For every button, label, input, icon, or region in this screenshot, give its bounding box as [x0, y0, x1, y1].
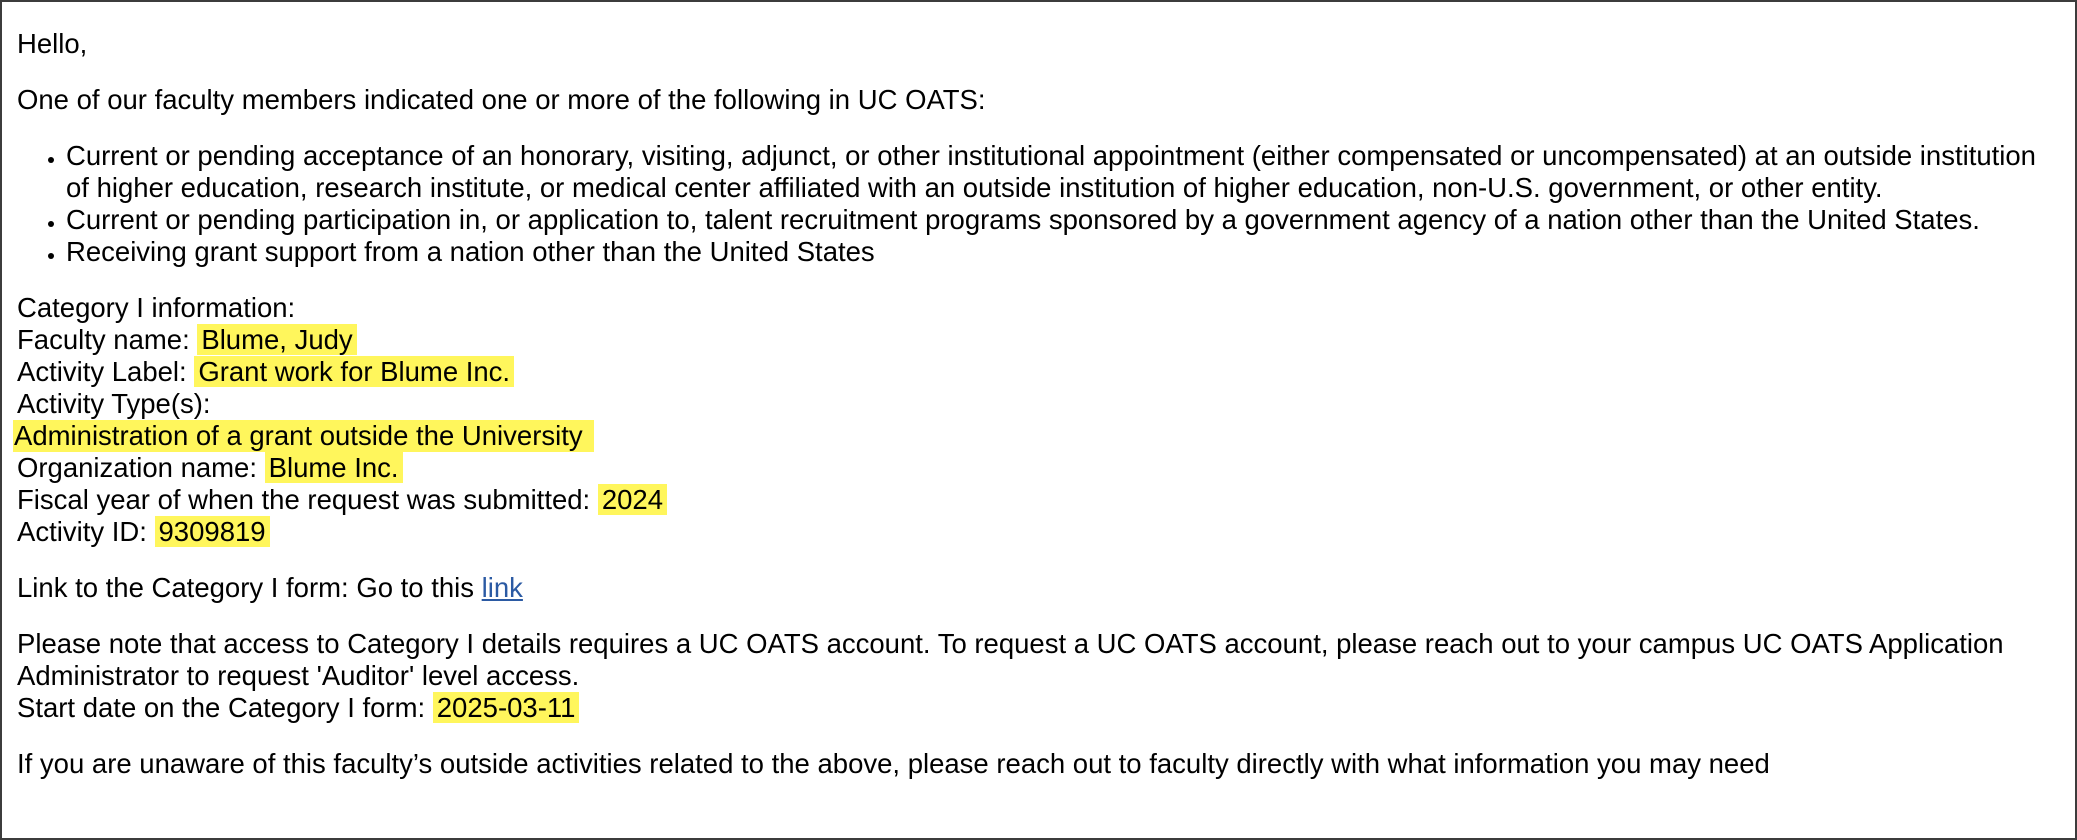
activity-id-label: Activity ID:	[17, 516, 147, 547]
form-link-prefix: Link to the Category I form: Go to this	[17, 572, 475, 603]
fiscal-year-value: 2024	[598, 484, 667, 515]
list-item: • Receiving grant support from a nation other than the United States	[66, 236, 2062, 268]
greeting: Hello,	[17, 28, 88, 59]
intro-text: One of our faculty members indicated one or more of the following in UC OATS:	[17, 84, 986, 115]
category-info-block	[14, 292, 2062, 548]
activity-label-label: Activity Label:	[17, 356, 187, 387]
category-heading: Category I information:	[17, 292, 296, 323]
activity-types-row	[14, 420, 2062, 452]
start-date-value: 2025-03-11	[433, 692, 580, 723]
activity-id-value: 9309819	[155, 516, 270, 547]
start-date-label: Start date on the Category I form:	[17, 692, 426, 723]
fiscal-year-label: Fiscal year of when the request was submitted:	[17, 484, 591, 515]
faculty-name-label: Faculty name:	[17, 324, 190, 355]
activity-types-value: Administration of a grant outside the University	[13, 420, 594, 452]
fiscal-year-row	[17, 484, 2062, 516]
closing-text: If you are unaware of this faculty’s outside activities related to the above, please reach out to faculty directly with what information you may need	[17, 748, 1770, 779]
start-date-row	[17, 692, 2062, 724]
category-form-link[interactable]: link	[481, 572, 523, 603]
access-note: Please note that access to Category I details requires a UC OATS account. To request a UC OATS account, please reach out to your campus UC OATS Application Administrator to request 'Auditor' level access.	[17, 628, 2004, 691]
organization-row	[17, 452, 2062, 484]
form-link-row	[17, 572, 2062, 604]
organization-label: Organization name:	[17, 452, 257, 483]
activity-types-label: Activity Type(s):	[17, 388, 211, 419]
faculty-name-value: Blume, Judy	[197, 324, 356, 355]
activity-label-row	[17, 356, 2062, 388]
activity-id-row	[17, 516, 2062, 548]
indicator-list	[17, 140, 2062, 268]
faculty-name-row	[17, 324, 2062, 356]
activity-label-value: Grant work for Blume Inc.	[194, 356, 514, 387]
email-body	[14, 28, 2062, 804]
organization-value: Blume Inc.	[265, 452, 403, 483]
list-item: • Current or pending acceptance of an honorary, visiting, adjunct, or other institutional appointment (either compensated or uncompensated) at an outside institution of higher education, research institute, or medical center affiliated with an outside institution of higher education, non-U.S. government, or other entity.	[66, 140, 2062, 204]
list-item: • Current or pending participation in, or application to, talent recruitment programs sponsored by a government agency of a nation other than the United States.	[66, 204, 2062, 236]
access-note-block	[17, 628, 2062, 724]
